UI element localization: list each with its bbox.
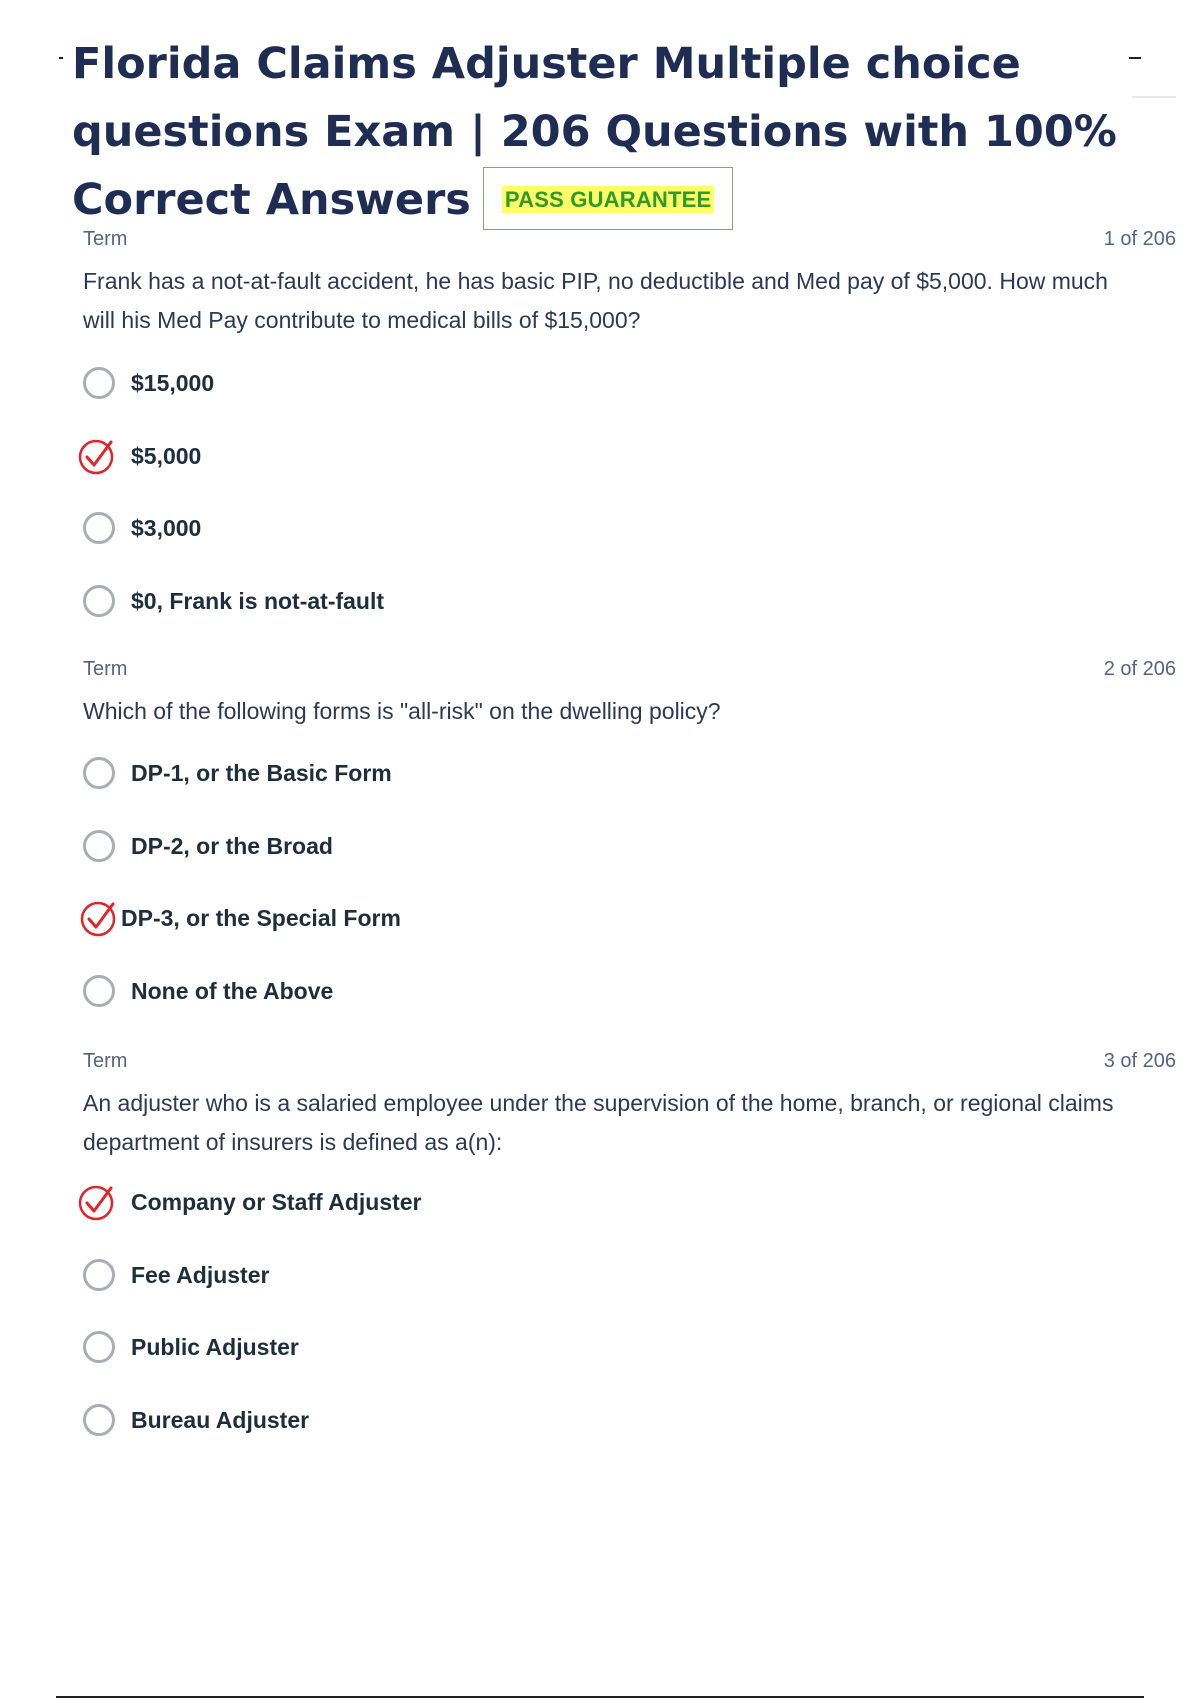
answer-label: Bureau Adjuster: [131, 1406, 310, 1433]
radio-unselected-icon[interactable]: [83, 367, 115, 399]
question-text: Which of the following forms is "all-risk" on the dwelling policy?: [83, 698, 721, 724]
answer-option-correct[interactable]: [83, 898, 401, 938]
answer-option[interactable]: [83, 1327, 299, 1367]
radio-unselected-icon[interactable]: [83, 1404, 115, 1436]
answer-option[interactable]: [83, 363, 214, 403]
question-counter: 3 of 206: [1103, 1050, 1176, 1072]
answer-option[interactable]: [83, 971, 333, 1011]
radio-unselected-icon[interactable]: [83, 1259, 115, 1291]
page-title: [72, 30, 1132, 234]
bottom-divider: [56, 1696, 1144, 1698]
term-label: Term: [83, 1050, 128, 1072]
answer-option[interactable]: [83, 508, 201, 548]
answer-label: $15,000: [131, 369, 215, 396]
radio-unselected-icon[interactable]: [83, 1331, 115, 1363]
question-header: [83, 658, 1176, 686]
answer-option[interactable]: [83, 581, 384, 621]
question-header: [83, 1050, 1176, 1078]
answer-label: DP-3, or the Special Form: [121, 904, 401, 931]
answer-label: Company or Staff Adjuster: [131, 1188, 422, 1215]
check-circle-icon[interactable]: [77, 436, 117, 476]
check-circle-icon[interactable]: [77, 1182, 117, 1222]
answer-label: Fee Adjuster: [131, 1261, 270, 1288]
radio-unselected-icon[interactable]: [83, 757, 115, 789]
answer-option[interactable]: [83, 826, 333, 866]
question-text: An adjuster who is a salaried employee under the supervision of the home, branch, or regional claims department of insurers is defined as a(n):: [83, 1090, 1114, 1155]
answer-label: DP-1, or the Basic Form: [131, 759, 392, 786]
radio-unselected-icon[interactable]: [83, 585, 115, 617]
badge-text: PASS GUARANTEE: [502, 186, 715, 213]
answer-label: DP-2, or the Broad: [131, 832, 333, 859]
term-label: Term: [83, 658, 128, 680]
answer-option-correct[interactable]: [83, 436, 201, 476]
term-label: Term: [83, 228, 128, 250]
answer-option[interactable]: [83, 1400, 309, 1440]
radio-unselected-icon[interactable]: [83, 975, 115, 1007]
question-header: [83, 228, 1176, 256]
answer-label: $3,000: [131, 514, 202, 541]
answer-label: $5,000: [131, 442, 202, 469]
answer-option-correct[interactable]: [83, 1182, 422, 1222]
radio-unselected-icon[interactable]: [83, 830, 115, 862]
answer-label: Public Adjuster: [131, 1333, 299, 1360]
question-text: Frank has a not-at-fault accident, he has basic PIP, no deductible and Med pay of $5,000. How much will his Med Pay contribute to medical bills of $15,000?: [83, 268, 1108, 333]
decor-dash-left: [59, 57, 63, 59]
question-counter: 1 of 206: [1103, 228, 1176, 250]
answer-option[interactable]: [83, 753, 392, 793]
answer-label: None of the Above: [131, 977, 334, 1004]
page-title-text: Florida Claims Adjuster Multiple choice questions Exam | 206 Questions with 100% Correct Answers: [72, 39, 1117, 225]
radio-unselected-icon[interactable]: [83, 512, 115, 544]
check-circle-icon[interactable]: [77, 898, 117, 938]
answer-label: $0, Frank is not-at-fault: [131, 587, 385, 614]
answer-option[interactable]: [83, 1255, 269, 1295]
pass-guarantee-badge: [483, 167, 734, 230]
decor-rule: [1132, 96, 1176, 98]
question-counter: 2 of 206: [1103, 658, 1176, 680]
